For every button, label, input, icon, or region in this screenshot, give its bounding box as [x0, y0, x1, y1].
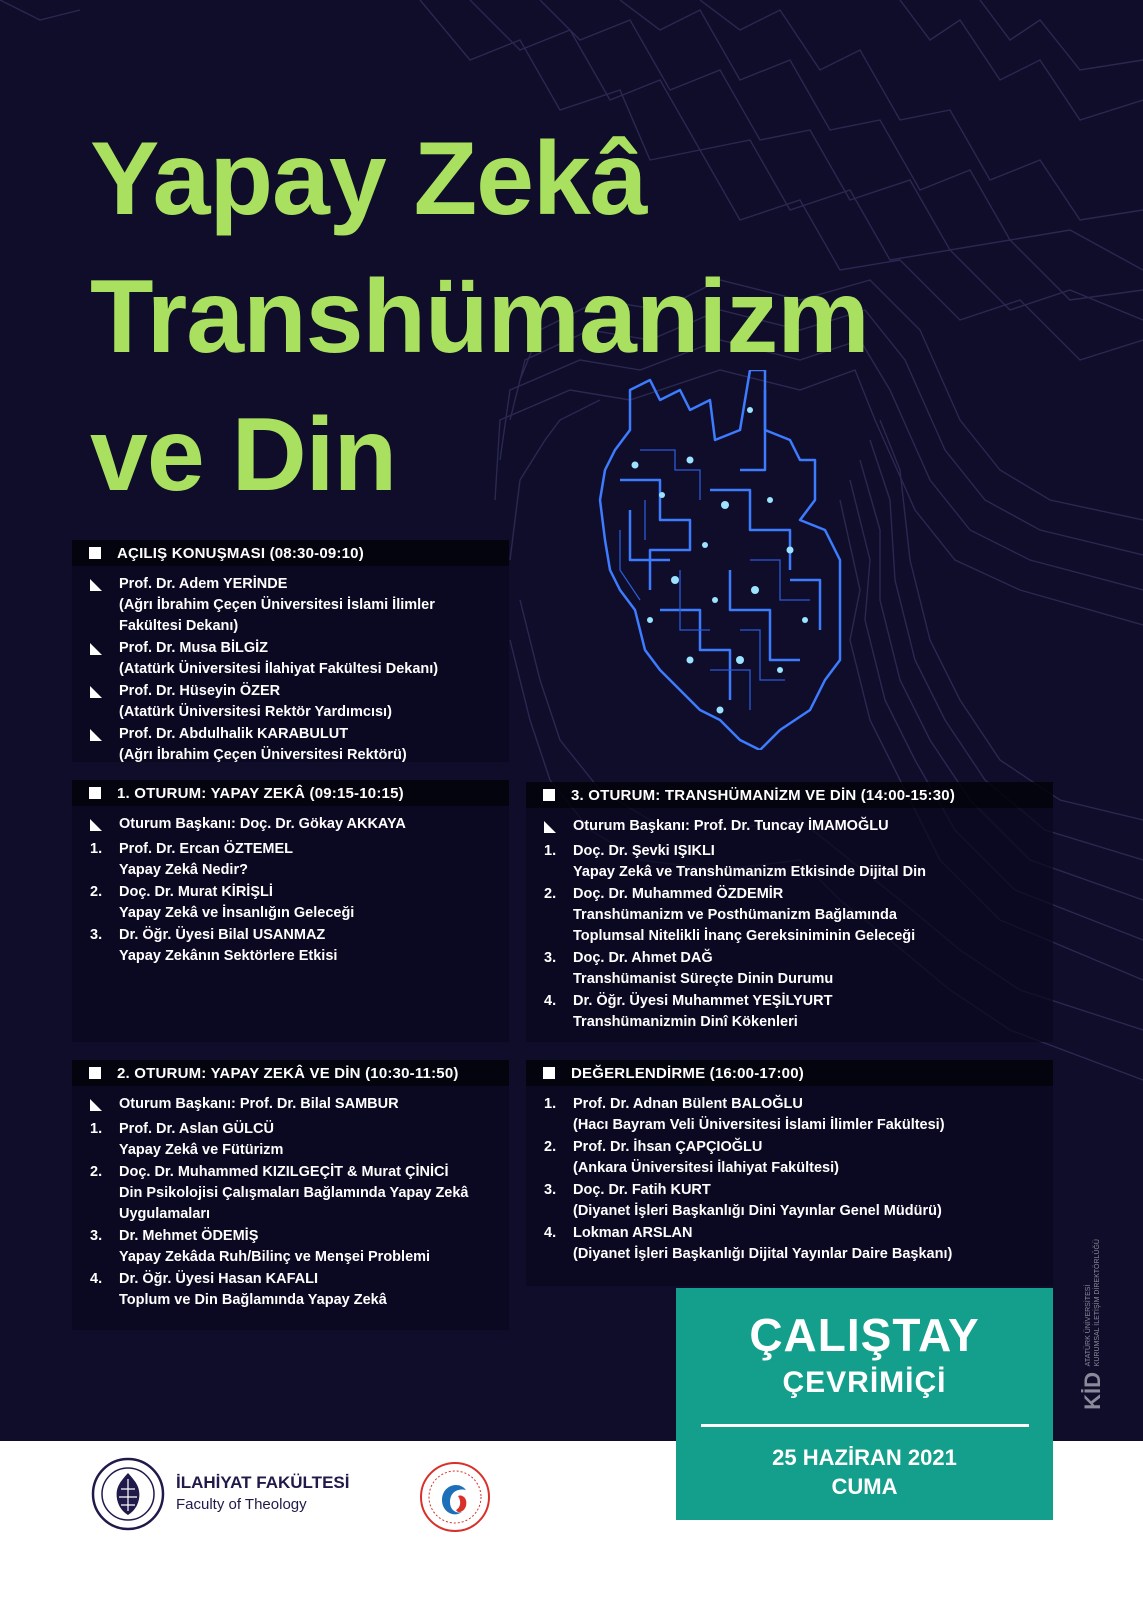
speaker-name: Doç. Dr. Fatih KURT [573, 1182, 711, 1198]
speaker-name: Prof. Dr. Musa BİLGİZ [119, 640, 269, 656]
side-logo-line1: ATATÜRK ÜNİVERSİTESİ [1085, 1284, 1092, 1367]
talk-title: Yapay Zekâ ve Fütürizm [119, 1142, 284, 1158]
side-logo-text [1084, 1239, 1102, 1366]
session3-header [526, 782, 1053, 808]
ataturk-university-seal-icon [91, 1457, 165, 1531]
speaker-name: Doç. Dr. Muhammed ÖZDEMİR [573, 886, 784, 902]
speaker-name: Doç. Dr. Ahmet DAĞ [573, 950, 713, 966]
speaker-affiliation: (Ankara Üniversitesi İlahiyat Fakültesi) [573, 1160, 839, 1176]
circuit-heart-illustration [590, 370, 850, 750]
workshop-format: ÇEVRİMİÇİ [782, 1366, 947, 1399]
session3-list [526, 808, 1053, 1042]
talk-title: Yapay Zekânın Sektörlere Etkisi [119, 948, 338, 964]
divider [701, 1424, 1029, 1427]
item-number: 3. [90, 1228, 103, 1244]
item-number: 1. [90, 1121, 103, 1137]
speaker-affiliation: (Atatürk Üniversitesi İlahiyat Fakültesi Dekanı) [119, 661, 439, 677]
square-bullet-icon [89, 547, 101, 559]
speaker-name: Doç. Dr. Murat KİRİŞLİ [119, 884, 273, 900]
list-item [90, 1119, 499, 1161]
session1-panel [72, 780, 509, 1042]
triangle-bullet-icon [90, 729, 102, 741]
workshop-date: 25 HAZİRAN 2021 [772, 1445, 957, 1470]
session3-header-text: 3. OTURUM: TRANSHÜMANİZM VE DİN (14:00-15:30) [571, 786, 956, 804]
item-number: 2. [544, 886, 557, 902]
talk-title: Transhümanist Süreçte Dinin Durumu [573, 971, 834, 987]
evaluation-header-text: DEĞERLENDİRME (16:00-17:00) [571, 1064, 804, 1082]
list-item [90, 925, 499, 967]
talk-title: Transhümanizm ve Posthümanizm Bağlamında [573, 907, 897, 923]
speaker-name: Prof. Dr. Abdulhalik KARABULUT [119, 726, 349, 742]
faculty-title: İLAHİYAT FAKÜLTESİ [176, 1473, 350, 1492]
list-item [544, 1180, 1043, 1222]
talk-title: Yapay Zekâ ve İnsanlığın Geleceği [119, 905, 355, 921]
speaker-affiliation: (Diyanet İşleri Başkanlığı Dijital Yayınlar Daire Başkanı) [573, 1246, 953, 1262]
speaker-affiliation: (Hacı Bayram Veli Üniversitesi İslami İlimler Fakültesi) [573, 1117, 945, 1133]
speaker-name: Dr. Öğr. Üyesi Bilal USANMAZ [119, 927, 326, 943]
item-number: 1. [90, 841, 103, 857]
session2-header [72, 1060, 509, 1086]
item-number: 2. [90, 1164, 103, 1180]
list-item [90, 882, 499, 924]
speaker-affiliation: (Diyanet İşleri Başkanlığı Dini Yayınlar Genel Müdürü) [573, 1203, 942, 1219]
opening-header [72, 540, 509, 566]
session1-header [72, 780, 509, 806]
talk-title: Transhümanizmin Dinî Kökenleri [573, 1014, 798, 1030]
list-item [90, 574, 499, 637]
square-bullet-icon [543, 789, 555, 801]
list-item [544, 1094, 1043, 1136]
session-chair: Oturum Başkanı: Prof. Dr. Bilal SAMBUR [119, 1096, 399, 1112]
list-item [90, 814, 499, 838]
item-number: 3. [90, 927, 103, 943]
side-logo-mark: KİD [1080, 1372, 1105, 1410]
side-logo-line2: KURUMSAL İLETİŞİM DİREKTÖRLÜĞÜ [1094, 1238, 1101, 1367]
session2-header-text: 2. OTURUM: YAPAY ZEKÂ VE DİN (10:30-11:50) [117, 1064, 459, 1082]
session2-list [72, 1086, 509, 1320]
square-bullet-icon [543, 1067, 555, 1079]
session2-panel [72, 1060, 509, 1330]
square-bullet-icon [89, 787, 101, 799]
title-line-2: Transhümanizm [90, 259, 869, 375]
evaluation-panel [526, 1060, 1053, 1286]
session1-list [72, 806, 509, 976]
talk-title: Yapay Zekâ ve Transhümanizm Etkisinde Dijital Din [573, 864, 926, 880]
talk-title: Yapay Zekâda Ruh/Bilinç ve Menşei Problemi [119, 1249, 431, 1265]
title-line-1: Yapay Zekâ [90, 121, 647, 237]
kid-side-logo [1075, 1172, 1111, 1410]
list-item [544, 948, 1043, 990]
item-number: 4. [544, 1225, 557, 1241]
list-item [90, 724, 499, 766]
item-number: 2. [544, 1139, 557, 1155]
speaker-name: Dr. Mehmet ÖDEMİŞ [119, 1228, 259, 1244]
session-chair: Oturum Başkanı: Doç. Dr. Gökay AKKAYA [119, 816, 406, 832]
speaker-affiliation: Fakültesi Dekanı) [119, 618, 239, 634]
list-item [544, 1223, 1043, 1265]
speaker-name: Doç. Dr. Şevki IŞIKLI [573, 843, 715, 859]
agri-university-seal-icon [418, 1460, 492, 1534]
speaker-affiliation: (Ağrı İbrahim Çeçen Üniversitesi Rektörü) [119, 747, 407, 763]
session1-header-text: 1. OTURUM: YAPAY ZEKÂ (09:15-10:15) [117, 784, 404, 802]
evaluation-list [526, 1086, 1053, 1274]
triangle-bullet-icon [90, 579, 102, 591]
item-number: 3. [544, 1182, 557, 1198]
speaker-name: Lokman ARSLAN [573, 1225, 693, 1241]
session-chair: Oturum Başkanı: Prof. Dr. Tuncay İMAMOĞLU [573, 818, 889, 834]
talk-title: Uygulamaları [119, 1206, 211, 1222]
triangle-bullet-icon [90, 819, 102, 831]
triangle-bullet-icon [544, 821, 556, 833]
speaker-affiliation: (Ağrı İbrahim Çeçen Üniversitesi İslami İlimler [119, 597, 435, 613]
speaker-name: Prof. Dr. Adnan Bülent BALOĞLU [573, 1096, 803, 1112]
list-item [90, 638, 499, 680]
workshop-day: CUMA [831, 1474, 898, 1499]
item-number: 1. [544, 843, 557, 859]
item-number: 3. [544, 950, 557, 966]
list-item [544, 841, 1043, 883]
speaker-name: Prof. Dr. Aslan GÜLCÜ [119, 1121, 274, 1137]
list-item [90, 839, 499, 881]
item-number: 2. [90, 884, 103, 900]
list-item [544, 1137, 1043, 1179]
list-item [90, 681, 499, 723]
triangle-bullet-icon [90, 1099, 102, 1111]
speaker-name: Prof. Dr. İhsan ÇAPÇIOĞLU [573, 1139, 763, 1155]
speaker-name: Dr. Öğr. Üyesi Hasan KAFALI [119, 1271, 319, 1287]
opening-list [72, 566, 509, 775]
speaker-name: Prof. Dr. Adem YERİNDE [119, 576, 288, 592]
opening-header-text: AÇILIŞ KONUŞMASI (08:30-09:10) [117, 544, 364, 562]
speaker-affiliation: (Atatürk Üniversitesi Rektör Yardımcısı) [119, 704, 392, 720]
list-item [544, 816, 1043, 840]
list-item [544, 884, 1043, 947]
speaker-name: Doç. Dr. Muhammed KIZILGEÇİT & Murat ÇİNİCİ [119, 1164, 449, 1180]
list-item [90, 1226, 499, 1268]
speaker-name: Prof. Dr. Ercan ÖZTEMEL [119, 841, 294, 857]
item-number: 4. [90, 1271, 103, 1287]
session3-panel [526, 782, 1053, 1042]
talk-title: Toplumsal Nitelikli İnanç Gereksiniminin Geleceği [573, 928, 916, 944]
triangle-bullet-icon [90, 643, 102, 655]
talk-title: Yapay Zekâ Nedir? [119, 862, 248, 878]
talk-title: Din Psikolojisi Çalışmaları Bağlamında Yapay Zekâ [119, 1185, 469, 1201]
triangle-bullet-icon [90, 686, 102, 698]
opening-panel [72, 540, 509, 762]
faculty-subtitle: Faculty of Theology [176, 1496, 307, 1513]
square-bullet-icon [89, 1067, 101, 1079]
workshop-info-box [676, 1288, 1053, 1520]
talk-title: Toplum ve Din Bağlamında Yapay Zekâ [119, 1292, 387, 1308]
title-line-3: ve Din [90, 397, 397, 513]
item-number: 4. [544, 993, 557, 1009]
list-item [90, 1162, 499, 1225]
workshop-title: ÇALIŞTAY [749, 1309, 980, 1361]
speaker-name: Dr. Öğr. Üyesi Muhammet YEŞİLYURT [573, 993, 833, 1009]
evaluation-header [526, 1060, 1053, 1086]
list-item [544, 991, 1043, 1033]
speaker-name: Prof. Dr. Hüseyin ÖZER [119, 683, 281, 699]
list-item [90, 1094, 499, 1118]
list-item [90, 1269, 499, 1311]
item-number: 1. [544, 1096, 557, 1112]
